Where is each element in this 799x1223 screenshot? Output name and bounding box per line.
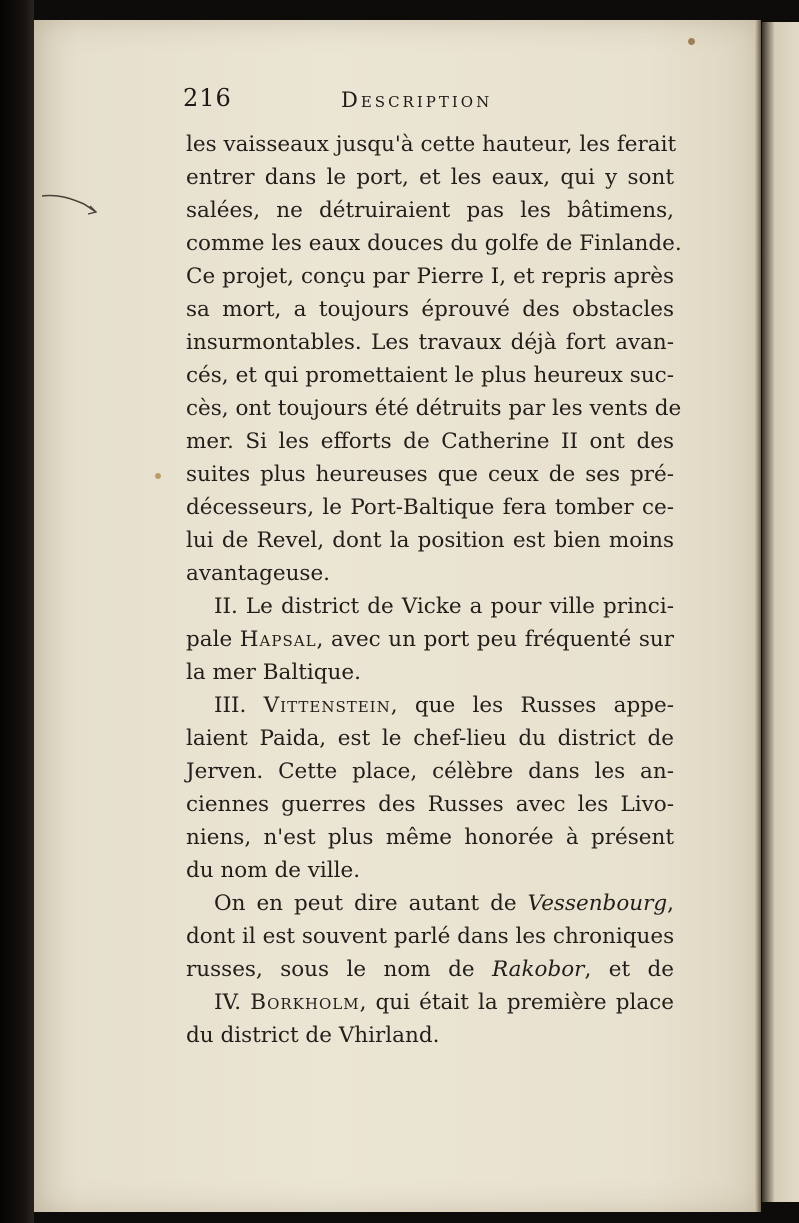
text-segment: , qui était la première place — [359, 990, 674, 1015]
text-line: avantageuse. — [186, 561, 331, 586]
place-name: Rakobor — [492, 957, 585, 982]
text-line: Jerven. Cette place, célèbre dans les an- — [186, 759, 674, 784]
page-edge — [755, 20, 761, 1212]
text-line: du district de Vhirland. — [186, 1023, 440, 1048]
text-line: laient Paida, est le chef-lieu du district de — [186, 726, 674, 751]
text-segment: , et de — [584, 957, 674, 982]
text-line: insurmontables. Les travaux déjà fort avan- — [186, 330, 674, 355]
text-line: lui de Revel, dont la position est bien moins — [186, 528, 674, 553]
place-name: Hapsal — [239, 627, 317, 652]
text-line: salées, ne détruiraient pas les bâtimens, — [186, 198, 674, 223]
text-segment: IV. — [214, 990, 242, 1015]
text-segment: , — [667, 891, 674, 916]
text-line: suites plus heureuses que ceux de ses pré- — [186, 462, 674, 487]
text-segment: On en peut dire autant de — [214, 891, 517, 916]
text-line: cés, et qui promettaient le plus heureux suc- — [186, 363, 674, 388]
text-line — [186, 625, 674, 655]
next-page-edge — [762, 22, 799, 1202]
running-title: Description — [341, 88, 493, 112]
text-segment: russes, sous le nom de — [186, 957, 475, 982]
book-spine — [0, 0, 34, 1223]
text-line: sa mort, a toujours éprouvé des obstacles — [186, 297, 674, 322]
page-header — [183, 84, 673, 124]
text-segment: , avec un port peu fréquenté sur — [316, 627, 674, 652]
text-line: la mer Baltique. — [186, 660, 361, 685]
text-line: II. Le district de Vicke a pour ville princi- — [214, 594, 674, 619]
pencil-mark-icon — [40, 188, 98, 218]
text-line: comme les eaux douces du golfe de Finlande. — [186, 231, 682, 256]
text-line — [214, 988, 674, 1018]
text-line — [214, 691, 674, 721]
place-name: Borkholm — [250, 990, 360, 1015]
text-line: cès, ont toujours été détruits par les vents de — [186, 396, 682, 421]
page-number: 216 — [183, 84, 232, 112]
text-segment: III. — [214, 693, 247, 718]
text-segment: pale — [186, 627, 233, 652]
text-line: du nom de ville. — [186, 858, 361, 883]
text-line — [186, 955, 674, 985]
text-line: mer. Si les efforts de Catherine II ont des — [186, 429, 674, 454]
text-line: niens, n'est plus même honorée à présent — [186, 825, 674, 850]
text-segment: , que les Russes appe- — [390, 693, 674, 718]
place-name: Vessenbourg — [527, 891, 668, 916]
text-line: entrer dans le port, et les eaux, qui y sont — [186, 165, 674, 190]
foxing-spot — [155, 473, 161, 479]
text-line: Ce projet, conçu par Pierre I, et repris après — [186, 264, 674, 289]
text-line: ciennes guerres des Russes avec les Livo- — [186, 792, 674, 817]
place-name: Vittenstein — [263, 693, 391, 718]
text-line: décesseurs, le Port-Baltique fera tomber ce- — [186, 495, 674, 520]
text-line: dont il est souvent parlé dans les chroniques — [186, 924, 675, 949]
foxing-spot — [688, 38, 695, 45]
text-line: les vaisseaux jusqu'à cette hauteur, les ferait — [186, 132, 677, 157]
text-line — [214, 889, 674, 919]
